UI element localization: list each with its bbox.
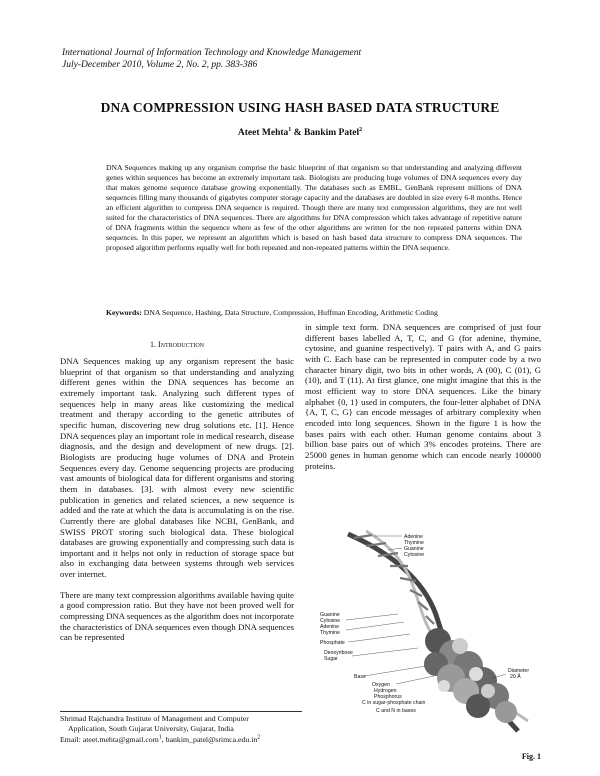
intro-paragraph-1: DNA Sequences making up any organism represent the basic blueprint of that organism so that understanding and analyzing different genes within the DNA sequences has become an extremely important task. Analyzing such different types of sequences help in many areas like customizing the medical treatment and therapy according to the genetic attributes of specific human, discovering new drug solutions etc. [1]. Hence DNA sequences play an important role in medical research, disease diagnosis, and the design and development of new drugs. [2]. Biologists are producing huge volumes of DNA and Protein Sequences every day. Genome sequencing projects are producing vast amounts of biological data for different organisms and storing them in databases. [3]. with almost every new scientific publication in genetics and related sciences, a new sequence is added and the rate at which the data is accumulating is on the rise. Currently there are global databases like NCBI, GenBank, and SWISS PROT storing such biological data. These biological databases are growing exponentially and compressing such data is important and it helps not only in reduction of storage space but also in exchanging data between systems through web services over internet. [60, 356, 294, 580]
label-carbon-bases: C and N in bases [376, 708, 416, 714]
author-1-mark: 1 [288, 126, 292, 133]
section-title: Introduction [158, 340, 204, 349]
label-adenine: Adenine [404, 534, 424, 540]
intro-paragraph-2: There are many text compression algorithms available having quite a good compression ratio. But they have not been proved well for compressing DNA sequences as the algorithm does not incorporate the characteristics of DNA sequences even though DNA sequences can be represented [60, 589, 295, 643]
paper-title: DNA COMPRESSION USING HASH BASED DATA STRUCTURE [100, 100, 500, 115]
author-separator: & [291, 128, 304, 138]
footnote-divider [60, 711, 302, 712]
label-thymine-left: Thymine [320, 630, 340, 636]
abstract: DNA Sequences making up any organism comprise the basic blueprint of that organism so that understanding and analyzing different genes within sequences has become an extremely important task. Biologists are producing huge volumes of DNA sequences every day that makes genome sequence database growing exponentially. The databases such as EMBL, GenBank represent millions of DNA sequences filling many thousands of gigabytes computer storage capacity and the databases are doubled in size every 6-8 months. Hence an efficient algorithm to compress DNA sequence is required. Though there are many text compression algorithms, they are not well suited for the characteristics of DNA sequences. There are algorithms for DNA compression which takes advantage of repetitive nature of DNA fragments within the sequence where as few of the other algorithms are written for the non repeated patterns within DNA sequences. In this paper, we represent an algorithm which is based on hash based data structure to compress DNA sequences. The proposed algorithm performs equally well for both repeated and non-repeated patterns within the DNA sequence. [106, 163, 522, 253]
label-hydrogen: Hydrogen [374, 688, 397, 694]
email-2-mark: 2 [257, 734, 261, 741]
journal-issue: July-December 2010, Volume 2, No. 2, pp. 383-386 [62, 59, 258, 70]
authors [0, 128, 600, 138]
section-heading [60, 340, 294, 349]
affiliation-line-1: Shrimad Rajchandra Institute of Management and Computer [60, 714, 249, 723]
label-diameter-value: 20 Å [510, 674, 521, 680]
section-number: 1. [150, 340, 158, 349]
keywords-list: DNA Sequence, Hashing, Data Structure, Compression, Huffman Encoding, Arithmetic Coding [141, 308, 438, 317]
email-1: Email: ateet.mehta@gmail.com [60, 734, 159, 744]
author-2-mark: 2 [359, 126, 363, 133]
label-oxygen: Oxygen [372, 682, 390, 688]
label-thymine: Thymine [404, 540, 424, 546]
left-column [60, 340, 294, 643]
email-1-mark: 1 [158, 734, 162, 741]
label-deoxyribose: Deoxyribose [324, 650, 353, 656]
label-phosphate: Phosphate [320, 640, 345, 646]
label-diameter: Diameter [508, 668, 530, 674]
label-sugar: Sugar [324, 656, 338, 662]
journal-header [62, 48, 542, 71]
author-2: Bankim Patel [303, 128, 360, 138]
label-cytosine-left: Cytosine [320, 618, 341, 624]
intro-paragraph-3: in simple text form. DNA sequences are comprised of just four different bases labelled A, T, C, and G (for adenine, thymine, cytosine, and guanine respectively). T pairs with A, and G pairs with C. Each base can be represented in computer code by a two character binary digit, two bits in other words, A (00), C (01), G (10), and T (11). At first glance, one might imagine that this is the most efficient way to store DNA sequences. Like the binary alphabet {0, 1} used in computers, the four-letter alphabet of DNA {A, T, C, G} can encode messages of arbitrary complexity when encoded into long sequences. Shown in the figure 1 is how the bases pairs with each other. Human genome contains about 3 billion base pairs out of which 3% encodes proteins. There are 25000 genes in human genome which can encode nearly 100000 proteins. [305, 322, 541, 471]
label-cytosine: Cytosine [404, 552, 425, 558]
label-guanine-left: Guanine [320, 612, 340, 618]
keywords [106, 308, 526, 317]
affiliation-line-2: Application, South Gujarat University, Gujarat, India [68, 724, 234, 734]
dna-double-helix-figure [318, 526, 540, 748]
email-line [60, 735, 310, 745]
label-phosphorus: Phosphorus [374, 694, 402, 700]
label-carbon-chain: C in sugar-phosphate chain [362, 700, 426, 706]
keywords-label: Keywords: [106, 308, 142, 317]
author-1: Ateet Mehta [237, 128, 289, 138]
label-base: Base [354, 674, 366, 680]
label-adenine-left: Adenine [320, 624, 340, 630]
label-guanine: Guanine [404, 546, 424, 552]
right-column [305, 322, 541, 471]
journal-name: International Journal of Information Technology and Knowledge Management [62, 48, 362, 58]
email-2: , bankim_patel@srimca.edu.in [161, 734, 258, 744]
figure-caption: Fig. 1 [521, 752, 541, 761]
footnote [60, 714, 310, 745]
